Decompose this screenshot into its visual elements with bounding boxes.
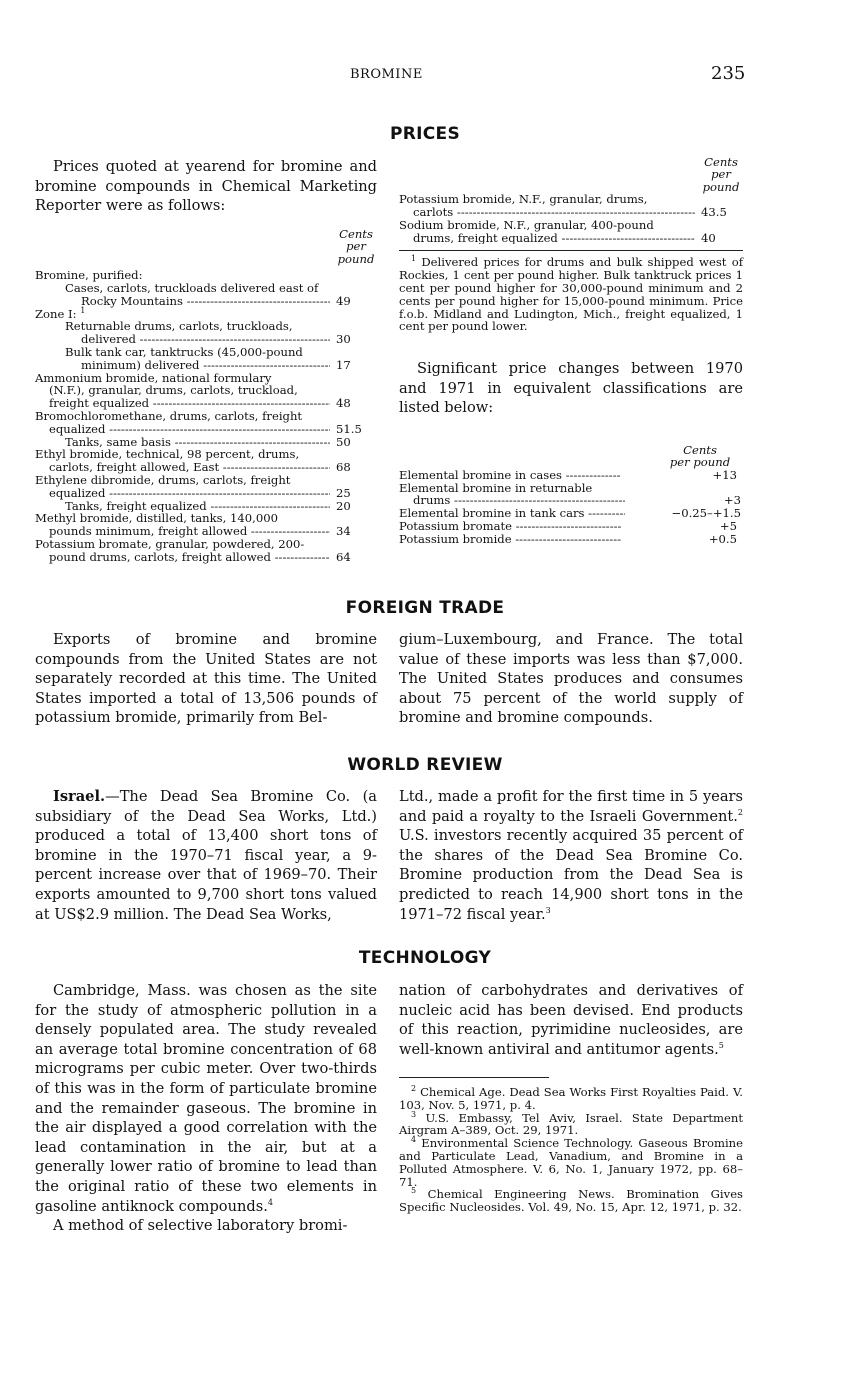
row-label: Tanks, freight equalized -----: [65, 500, 330, 513]
row-bromochloromethane: [35, 423, 378, 436]
footnote: [399, 1109, 744, 1138]
technology-col2: [399, 981, 743, 1059]
paragraph: U.S. investors recently acquired 35 percent of the shares of the Dead Sea Bromine Co. Bromine production from the Dead Sea is predicted to reach 14,900 short tons in the 1971–72 fiscal year.: [399, 827, 743, 923]
running-title: BROMINE: [350, 67, 423, 82]
changes-table: [399, 444, 743, 546]
units-line: per: [346, 239, 366, 254]
units-line: pound: [702, 179, 740, 194]
foreign-trade-heading: FOREIGN TRADE: [345, 598, 505, 618]
footnote-text: Environmental Science Technology. Gaseous Bromine and Particulate Lead, Vanadium, and Bromine in a Polluted Atmosphere. V. 6, No. 1, January 1972, pp. 68–71.: [399, 1136, 744, 1189]
row-methyl-l1: Methyl bromide, distilled, tanks, 140,000: [35, 511, 278, 526]
row-ammonium-l2: (N.F.), granular, drums, carlots, truckload,: [49, 383, 298, 398]
technology-heading: TECHNOLOGY: [358, 948, 492, 968]
zone-label: Zone I:: [35, 306, 77, 321]
row-value: 51.5: [336, 421, 362, 436]
row-value: 64: [336, 549, 351, 564]
paragraph: gium–Luxembourg, and France. The total value of these imports was less than $7,000. The United States produces and consumes about 75 percent of the world supply of bromine and bromine compounds.: [399, 631, 743, 727]
footnote-number: 5: [411, 1186, 417, 1196]
change-row: [399, 533, 743, 546]
row-label: Tanks, same basis -----: [65, 436, 330, 449]
prices-footnote: [399, 256, 743, 333]
paragraph: Ltd., made a profit for the first time in 5 years and paid a royalty to the Israeli Government.: [399, 788, 743, 825]
row-label: carlots, freight allowed, East -----: [49, 461, 330, 474]
row-label: drums, freight equalized -----: [413, 232, 695, 245]
prices-intro-text: Prices quoted at yearend for bromine and bromine compounds in Chemical Marketing Reporter were as follows:: [35, 158, 377, 215]
row-label: freight equalized -----: [49, 397, 330, 410]
row-label: minimum) delivered -----: [81, 359, 330, 372]
changes-intro-text: Significant price changes between 1970 and 1971 in equivalent classifications are listed below:: [399, 360, 743, 417]
changes-units-header: [657, 444, 743, 469]
row-value: +0.5: [708, 531, 737, 546]
row-label: pound drums, carlots, freight allowed -----: [49, 551, 330, 564]
units-line: pound: [337, 251, 375, 266]
row-potassium-bromate-l1: Potassium bromate, granular, powdered, 200-: [35, 536, 305, 551]
page-number: 235: [711, 63, 746, 84]
row-label: carlots -----: [413, 206, 695, 219]
change-row-l1: Elemental bromine in returnable: [399, 480, 593, 495]
row-potassium-bromide-l1: Potassium bromide, N.F., granular, drums,: [399, 192, 648, 207]
row-value: 34: [336, 524, 351, 539]
footnote-text: Chemical Engineering News. Bromination Gives Specific Nucleosides. Vol. 49, No. 15, Apr. 12, 1971, p. 32.: [399, 1187, 744, 1215]
footnote: [399, 1137, 743, 1188]
row-bromine-purified: Bromine, purified:: [35, 268, 143, 283]
prices-table-left: [35, 228, 378, 564]
units-line: per pound: [669, 455, 731, 470]
prices-intro: [35, 157, 377, 216]
row-cases: [35, 295, 378, 308]
footnote: [399, 1086, 743, 1112]
footnote-ref: 3: [545, 905, 551, 915]
country-lead: Israel.: [53, 788, 106, 805]
row-value: 17: [336, 357, 351, 372]
row-label: pounds minimum, freight allowed -----: [49, 525, 330, 538]
row-value: 43.5: [701, 205, 727, 220]
row-value: 49: [336, 293, 351, 308]
paragraph: —The Dead Sea Bromine Co. (a subsidiary of the Dead Sea Works, Ltd.) produced a total of 13,400 short tons of bromine in the 1970–71 fiscal year, a 9-percent increase over that of 1969–70. Their exports amounted to 9,700 short tons valued at US$2.9 million. The Dead Sea Works,: [35, 788, 377, 923]
row-label: Potassium bromide -----: [399, 533, 621, 546]
row-value: 25: [336, 485, 351, 500]
foreign-trade-col1: [35, 630, 377, 728]
footnote-ref: 5: [718, 1040, 724, 1050]
footnote-number: 1: [411, 254, 417, 264]
row-value: 40: [701, 230, 716, 245]
prices-table-right: [399, 156, 743, 333]
row-value: 20: [336, 498, 351, 513]
paragraph: Exports of bromine and bromine compounds from the United States are not separately recorded at this time. The United States imported a total of 13,506 pounds of potassium bromide, primarily from Bel-: [35, 631, 377, 727]
row-label: equalized -----: [49, 423, 330, 436]
table-rule: [399, 250, 743, 251]
footnote-text: Delivered prices for drums and bulk shipped west of Rockies, 1 cent per pound higher. Bulk tanktruck prices 1 cent per pound higher for 30,000-pound minimum and 2 cents per pound higher for 15,000-pound minimum. Price f.o.b. Midland and Ludington, Mich., freight equalized, 1 cent per pound lower.: [399, 255, 744, 334]
row-label: Elemental bromine in tank cars -----: [399, 507, 625, 520]
row-value: −0.25–+1.5: [671, 506, 741, 521]
footnote: [399, 1188, 743, 1214]
row-bulk: [35, 359, 378, 372]
row-label: Potassium bromate -----: [399, 520, 621, 533]
footnote-ref: 2: [737, 807, 743, 817]
row-potassium-bromate: [35, 551, 378, 564]
row-sodium-bromide: [399, 232, 743, 245]
row-ethylene: [35, 487, 378, 500]
paragraph: Cambridge, Mass. was chosen as the site for the study of atmospheric pollution in a densely populated area. The study revealed an average total bromine concentration of 68 micrograms per cubic meter. Over two-thirds of this was in the form of particulate bromine and the remainder gaseous. The bromine in the air displayed a good correlation with the lead contamination in the air, but at a generally lower ratio of bromine to lead than the original ratio of these two elements in gasoline antiknock compounds.: [35, 982, 377, 1215]
footnote-number: 4: [411, 1135, 417, 1145]
change-row: [399, 520, 743, 533]
row-value: 30: [336, 332, 351, 347]
row-value: 50: [336, 434, 351, 449]
paragraph: nation of carbohydrates and derivatives of nucleic acid has been devised. End products of this reaction, pyrimidine nucleosides, are well-known antiviral and antitumor agents.: [399, 982, 743, 1058]
row-label: Elemental bromine in cases -----: [399, 469, 621, 482]
units-line: Cents: [683, 443, 717, 457]
footnote-ref: 1: [80, 305, 86, 315]
row-ethylene-l1: Ethylene dibromide, drums, carlots, freight: [35, 472, 291, 487]
footnote-number: 3: [411, 1109, 417, 1119]
row-label: drums -----: [413, 494, 625, 507]
footnotes: [399, 1086, 743, 1214]
row-value: +3: [723, 493, 741, 508]
world-review-col1: [35, 787, 377, 924]
change-row: [399, 469, 743, 482]
row-potassium-bromide: [399, 206, 743, 219]
change-row: [399, 507, 743, 520]
row-returnable-l1: Returnable drums, carlots, truckloads,: [65, 319, 293, 334]
world-review-col2: [399, 787, 743, 924]
row-label: equalized -----: [49, 487, 330, 500]
row-value: 68: [336, 460, 351, 475]
row-ethyl-l1: Ethyl bromide, technical, 98 percent, drums,: [35, 447, 300, 462]
units-line: Cents: [704, 155, 738, 169]
row-bulk-l1: Bulk tank car, tanktrucks (45,000-pound: [65, 345, 303, 359]
footnote-number: 2: [411, 1084, 417, 1094]
row-label: delivered -----: [81, 333, 330, 346]
footnote-text: U.S. Embassy, Tel Aviv, Israel. State Department Airgram A–389, Oct. 29, 1971.: [399, 1110, 744, 1138]
footnote-ref: 4: [267, 1197, 273, 1207]
world-review-heading: WORLD REVIEW: [347, 755, 503, 775]
units-header: [334, 228, 378, 265]
footnote-text: Chemical Age. Dead Sea Works First Royalties Paid. V. 103, Nov. 5, 1971, p. 4.: [399, 1085, 743, 1112]
row-value: +13: [712, 467, 737, 482]
footnote-rule: [399, 1077, 549, 1078]
foreign-trade-col2: [399, 630, 743, 728]
units-header: [699, 156, 743, 193]
row-value: +5: [719, 519, 737, 533]
technology-col1: [35, 981, 377, 1236]
row-label: Rocky Mountains -----: [81, 295, 330, 308]
row-sodium-bromide-l1: Sodium bromide, N.F., granular, 400-pound: [399, 217, 654, 232]
row-cases-l1: Cases, carlots, truckloads delivered east of: [65, 281, 319, 296]
row-value: 48: [336, 396, 351, 411]
changes-intro: [399, 359, 743, 418]
paragraph: A method of selective laboratory bromi-: [53, 1217, 348, 1235]
units-line: per: [711, 167, 731, 182]
row-ammonium-l1: Ammonium bromide, national formulary: [35, 370, 272, 385]
prices-heading: PRICES: [389, 124, 460, 144]
units-line: Cents: [339, 227, 373, 241]
row-bromochloromethane-l1: Bromochloromethane, drums, carlots, freight: [35, 408, 303, 423]
